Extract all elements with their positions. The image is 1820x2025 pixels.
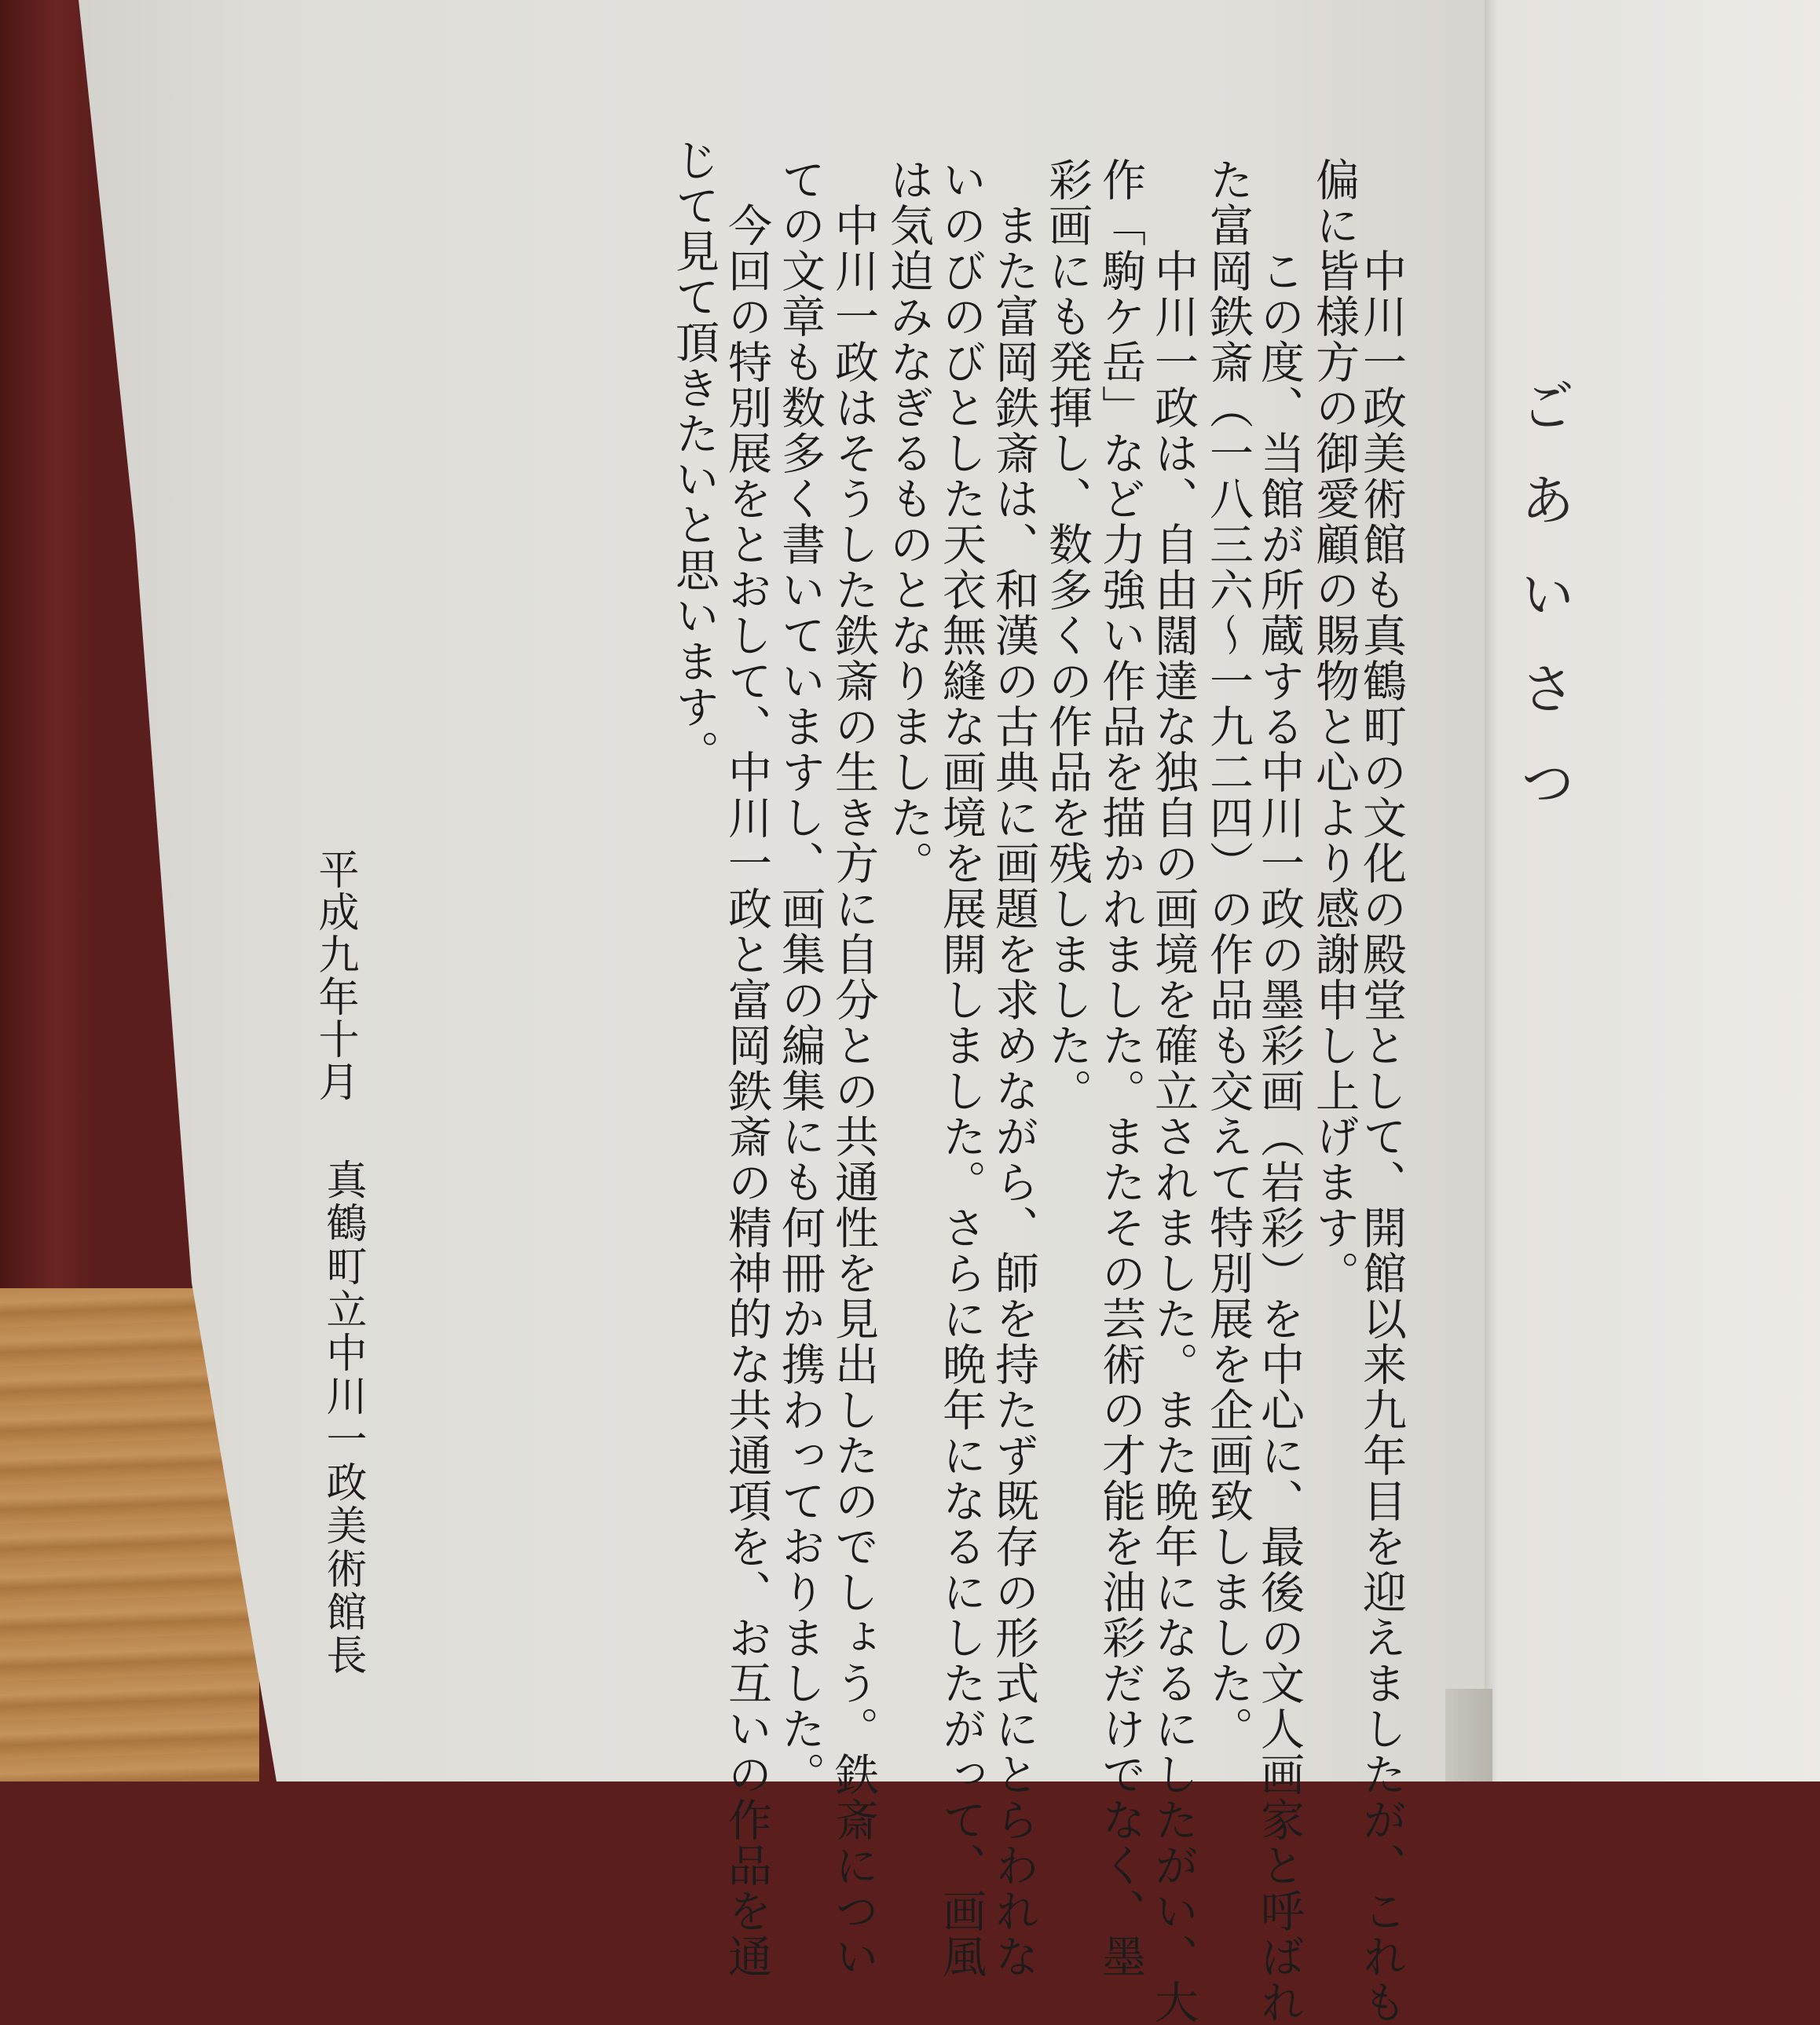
text-line: じて見て頂きたいと思います。: [668, 137, 720, 775]
background-wall: [0, 0, 94, 1288]
text-line: 中川一政は、自由闊達な独自の画境を確立されました。また晩年になるにしたがい、大: [1148, 203, 1199, 2025]
text-line: 今回の特別展をとおして、中川一政と富岡鉄斎の精神的な共通項を、お互いの作品を通: [721, 157, 772, 1979]
text-line: 中川一政はそうした鉄斎の生き方に自分との共通性を見出したのでしょう。鉄斎につい: [828, 157, 879, 1979]
text-line: 中川一政美術館も真鶴町の文化の殿堂として、開館以来九年目を迎えましたが、これも: [1356, 203, 1407, 2025]
text-line: た富岡鉄斎（一八三六～一九二四）の作品も交えて特別展を企画致しました。: [1203, 157, 1254, 1752]
text-line: この度、当館が所蔵する中川一政の墨彩画（岩彩）を中心に、最後の文人画家と呼ばれ: [1254, 203, 1305, 2025]
date-line: 平成九年十月: [311, 848, 358, 1103]
text-line: 彩画にも発揮し、数多くの作品を残しました。: [1042, 157, 1093, 1114]
text-line: は気迫みなぎるものとなりました。: [883, 157, 934, 886]
text-line: また富岡鉄斎は、和漢の古典に画題を求めながら、師を持たず既存の形式にとらわれな: [988, 157, 1039, 1979]
opposite-page: [1485, 0, 1820, 1781]
text-line: 偏に皆様方の御愛顧の賜物と心より感謝申し上げます。: [1309, 157, 1360, 1296]
text-line: いのびのびとした天衣無縫な画境を展開しました。さらに晩年になるにしたがって、画風: [936, 157, 987, 1979]
page-title: ごあいさつ: [1511, 377, 1576, 848]
book-gutter: [1445, 1689, 1492, 1781]
text-line: ての文章も数多く書いていますし、画集の編集にも何冊か携わっておりました。: [775, 157, 826, 1797]
text-line: 作「駒ケ岳」など力強い作品を描かれました。またその芸術の才能を油彩だけでなく、墨: [1095, 157, 1146, 1979]
signature-line: 真鶴町立中川一政美術館長: [319, 1159, 366, 1677]
